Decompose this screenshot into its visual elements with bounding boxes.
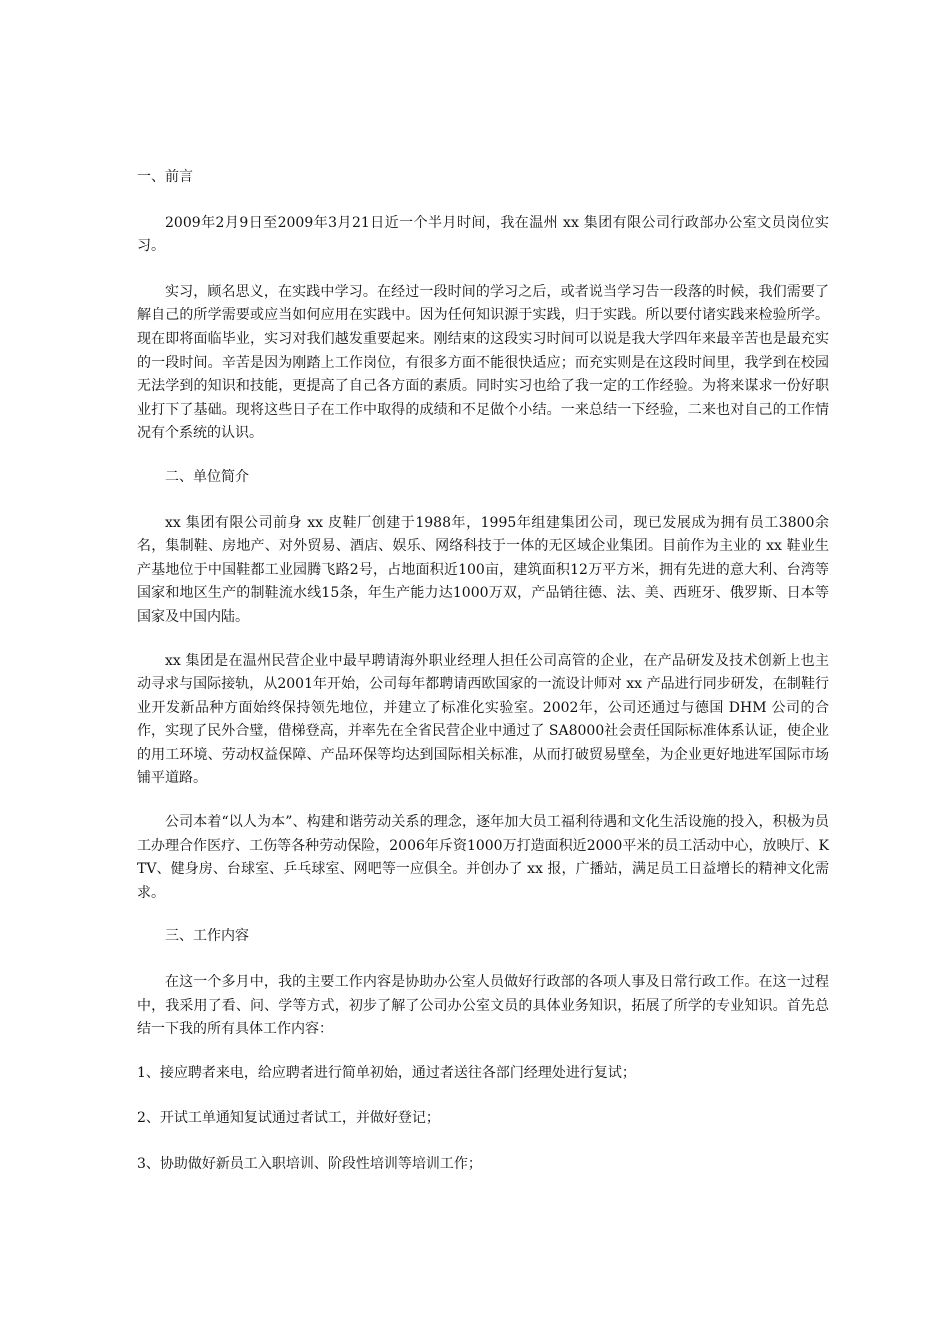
paragraph-internship-meaning: 实习，顾名思义，在实践中学习。在经过一段时间的学习之后，或者说当学习告一段落的时候，我们需要了解自己的所学需要或应当如何应用在实践中。因为任何知识源于实践，归于实践。所以要付诸实践来检验所学。现在即将面临毕业，实习对我们越发重要起来。刚结束的这段实习时间可以说是我大学四年来最辛苦也是最充实的一段时间。辛苦是因为刚踏上工作岗位，有很多方面不能很快适应；而充实则是在这段时间里，我学到在校园无法学到的知识和技能，更提高了自己各方面的素质。同时实习也给了我一定的工作经验。为将来谋求一份好职业打下了基础。现将这些日子在工作中取得的成绩和不足做个小结。一来总结一下经验，二来也对自己的工作情况有个系统的认识。 (137, 283, 829, 442)
paragraph-company-innovation: xx 集团是在温州民营企业中最早聘请海外职业经理人担任公司高管的企业，在产品研发及技术创新上也主动寻求与国际接轨，从2001年开始，公司每年都聘请西欧国家的一流设计师对 xx 产品进行同步研发，在制鞋行业开发新品种方面始终保持领先地位，并建立了标准化实验室。2002年，公司还通过与德国 DHM 公司的合作，实现了民外合璧，借梯登高，并率先在全省民营企业中通过了 SA8000社会责任国际标准体系认证，使企业的用工环境、劳动权益保障、产品环保等均达到国际相关标准，从而打破贸易壁垒，为企业更好地进军国际市场铺平道路。 (137, 652, 829, 787)
list-item: 1、接应聘者来电，给应聘者进行简单初始，通过者送往各部门经理处进行复试； (137, 1064, 636, 1081)
section-heading-preface: 一、前言 (137, 169, 193, 185)
paragraph-company-welfare: 公司本着“以人为本”、构建和谐劳动关系的理念，逐年加大员工福利待遇和文化生活设施的投入，积极为员工办理合作医疗、工伤等各种劳动保险，2006年斥资1000万打造面积近2000平米的员工活动中心，放映厅、KTV、健身房、台球室、乒乓球室、网吧等一应俱全。并创办了 xx 报，广播站，满足员工日益增长的精神文化需求。 (137, 814, 829, 901)
section-heading-work: 三、工作内容 (165, 928, 249, 945)
section-heading-company: 二、单位简介 (165, 468, 249, 485)
list-item: 2、开试工单通知复试通过者试工，并做好登记； (137, 1110, 440, 1127)
document-body (137, 166, 829, 1177)
paragraph-company-history: xx 集团有限公司前身 xx 皮鞋厂创建于1988年，1995年组建集团公司，现已发展成为拥有员工3800余名，集制鞋、房地产、对外贸易、酒店、娱乐、网络科技于一体的无区域企业集团。目前作为主业的 xx 鞋业生产基地位于中国鞋都工业园腾飞路2号，占地面积近100亩，建筑面积12万平方米，拥有先进的意大利、台湾等国家和地区生产的制鞋流水线15条，年生产能力达1000万双，产品销往德、法、美、西班牙、俄罗斯、日本等国家及中国内陆。 (137, 514, 829, 625)
list-item: 3、协助做好新员工入职培训、阶段性培训等培训工作； (137, 1156, 482, 1172)
paragraph-internship-period: 2009年2月9日至2009年3月21日近一个半月时间，我在温州 xx 集团有限公司行政部办公室文员岗位实习。 (137, 214, 829, 255)
paragraph-work-summary: 在这一个多月中，我的主要工作内容是协助办公室人员做好行政部的各项人事及日常行政工作。在这一过程中，我采用了看、问、学等方式，初步了解了公司办公室文员的具体业务知识，拓展了所学的专业知识。首先总结一下我的所有具体工作内容： (137, 974, 829, 1038)
